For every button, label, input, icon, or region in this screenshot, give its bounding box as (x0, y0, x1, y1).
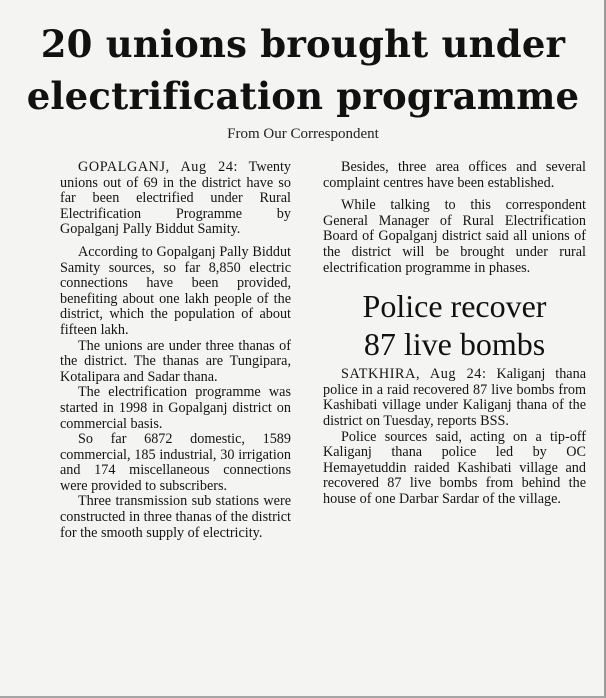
article-paragraph-2: According to Gopalganj Pally Biddut Samity sources, so far 8,850 electric connections have been provided, benefiting about one lakh people of the district, which the population of about fifteen lakh. (60, 243, 291, 338)
headline-line-1: 20 unions brought under (40, 22, 566, 66)
bombs-paragraph-2: Police sources said, acting on a tip-off Kaliganj thana police led by OC Hemayetuddin raided Kashibati village and recovered 87 live bombs from behind the house of one Darbar Sardar of the village. (323, 428, 586, 507)
subheadline-line-1: Police recover (362, 288, 547, 325)
article-paragraph-1 (60, 160, 291, 238)
article-paragraph-8: While talking to this correspondent General Manager of Rural Electrification Board of Gopalganj district said all unions of the district will be brought under rural electrification programme in phases. (323, 197, 586, 276)
dateline-satkhira: SATKHIRA, Aug 24: (341, 366, 487, 383)
article-paragraph-3: The unions are under three thanas of the district. The thanas are Tungipara, Kotalipara and Sadar thana. (60, 337, 291, 385)
article-column-2 (323, 160, 586, 508)
article-paragraph-7: Besides, three area offices and several complaint centres have been established. (323, 159, 586, 191)
paragraph-text: Twenty unions out of 69 in the district have so far been electrified under Rural Electrification Programme by Gopalganj Pally Biddut Samity. (60, 159, 292, 238)
byline: From Our Correspondent (227, 126, 379, 142)
bombs-paragraph-1 (323, 367, 586, 429)
subheadline-line-2: 87 live bombs (363, 326, 546, 363)
headline-line-2: electrification programme (26, 74, 580, 118)
article-column-1 (60, 160, 291, 541)
article-paragraph-4: The electrification programme was started in 1998 in Gopalganj district on commercial basis. (60, 384, 291, 432)
article-paragraph-5: So far 6872 domestic, 1589 commercial, 185 industrial, 30 irrigation and 174 miscellaneous connections were provided to subscribers. (60, 431, 291, 494)
dateline: GOPALGANJ, Aug 24: (78, 159, 239, 175)
paragraph-text: Kaliganj thana police in a raid recovered 87 live bombs from Kashibati village under Kaliganj thana of the district on Tuesday, reports BSS. (323, 366, 586, 429)
article-paragraph-6: Three transmission sub stations were constructed in three thanas of the district for the smooth supply of electricity. (60, 493, 291, 541)
